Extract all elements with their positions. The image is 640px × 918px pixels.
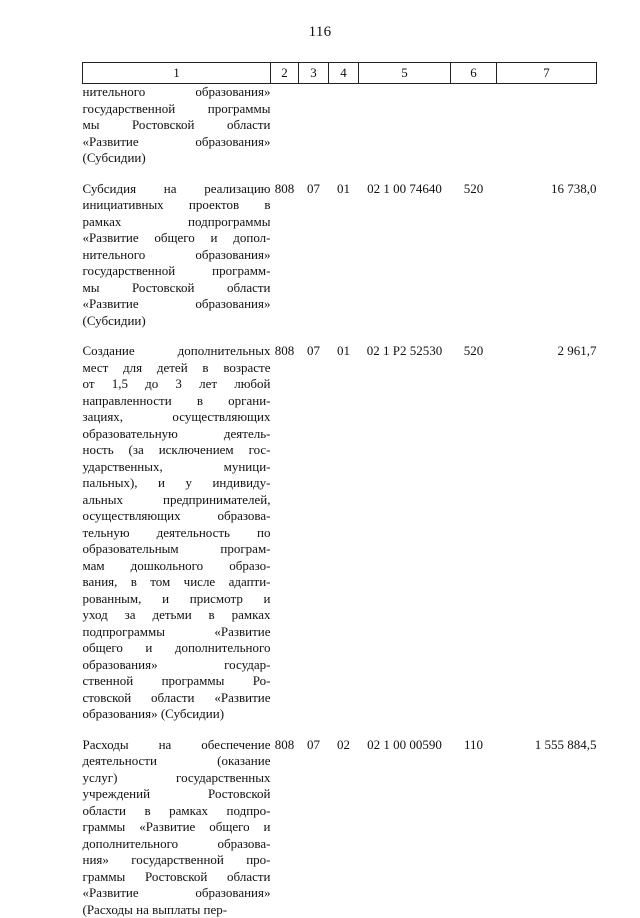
section-code: 07 — [299, 329, 329, 723]
expense-name-line: дополнительного образова- — [83, 836, 271, 853]
target-article-code: 02 1 00 74640 — [359, 167, 451, 330]
expense-name-line: зациях, осуществляющих — [83, 409, 271, 426]
table-row — [83, 329, 597, 723]
expense-name-line: образования» государ- — [83, 657, 271, 674]
expense-name — [83, 723, 271, 918]
expense-name-line: мы Ростовской области — [83, 280, 271, 297]
expense-name-line: рованным, и присмотр и — [83, 591, 271, 608]
target-article-code: 02 1 P2 52530 — [359, 329, 451, 723]
expense-type-code: 110 — [451, 723, 497, 918]
expense-name-line: «Развитие образования» — [83, 134, 271, 151]
target-article-code — [359, 84, 451, 167]
expense-name-line: области в рамках подпро- — [83, 803, 271, 820]
target-article-code: 02 1 00 00590 — [359, 723, 451, 918]
expense-type-code: 520 — [451, 329, 497, 723]
expense-name-line: тельную деятельность по — [83, 525, 271, 542]
expense-name-line: рамках подпрограммы — [83, 214, 271, 231]
header-col-3: 3 — [299, 63, 329, 84]
expense-name — [83, 84, 271, 167]
table-row — [83, 167, 597, 330]
expense-name-line: общего и дополнительного — [83, 640, 271, 657]
subsection-code: 01 — [329, 167, 359, 330]
ministry-code — [271, 84, 299, 167]
expense-name-line: образовательным програм- — [83, 541, 271, 558]
budget-table — [82, 62, 597, 918]
ministry-code: 808 — [271, 167, 299, 330]
expense-name-line: ность (за исключением гос- — [83, 442, 271, 459]
expense-name-line: граммы «Развитие общего и — [83, 819, 271, 836]
expense-name-line: «Развитие образования» — [83, 885, 271, 902]
expense-name-line: Создание дополнительных — [83, 343, 271, 360]
expense-name-line: (Субсидии) — [83, 313, 271, 330]
expense-name-line: государственной программ- — [83, 263, 271, 280]
header-col-5: 5 — [359, 63, 451, 84]
expense-name-line: образовательную деятель- — [83, 426, 271, 443]
expense-name-line: учреждений Ростовской — [83, 786, 271, 803]
expense-name-line: мы Ростовской области — [83, 117, 271, 134]
amount-value: 2 961,7 — [497, 329, 597, 723]
expense-name-line: нительного образования» — [83, 84, 271, 101]
expense-name-line: стовской области «Развитие — [83, 690, 271, 707]
expense-name-line: мам дошкольного образо- — [83, 558, 271, 575]
expense-name — [83, 329, 271, 723]
expense-name-line: услуг) государственных — [83, 770, 271, 787]
amount-value: 1 555 884,5 — [497, 723, 597, 918]
expense-name-line: осуществляющих образова- — [83, 508, 271, 525]
table-header-row — [83, 63, 597, 84]
header-col-7: 7 — [497, 63, 597, 84]
header-col-2: 2 — [271, 63, 299, 84]
expense-name-line: ударственных, муници- — [83, 459, 271, 476]
header-col-1: 1 — [83, 63, 271, 84]
section-code: 07 — [299, 167, 329, 330]
expense-name — [83, 167, 271, 330]
expense-name-line: подпрограммы «Развитие — [83, 624, 271, 641]
expense-name-line: вания, в том числе адапти- — [83, 574, 271, 591]
expense-type-code: 520 — [451, 167, 497, 330]
amount-value — [497, 84, 597, 167]
table-body — [83, 84, 597, 918]
subsection-code: 01 — [329, 329, 359, 723]
expense-name-line: ственной программы Ро- — [83, 673, 271, 690]
ministry-code: 808 — [271, 723, 299, 918]
ministry-code: 808 — [271, 329, 299, 723]
expense-name-line: уход за детьми в рамках — [83, 607, 271, 624]
table-row — [83, 723, 597, 918]
expense-name-line: Расходы на обеспечение — [83, 737, 271, 754]
page-number: 116 — [0, 24, 640, 41]
section-code: 07 — [299, 723, 329, 918]
expense-name-line: ния» государственной про- — [83, 852, 271, 869]
expense-type-code — [451, 84, 497, 167]
expense-name-line: мест для детей в возрасте — [83, 360, 271, 377]
expense-name-line: альных предпринимателей, — [83, 492, 271, 509]
expense-name-line: инициативных проектов в — [83, 197, 271, 214]
expense-name-line: государственной программы — [83, 101, 271, 118]
table-row — [83, 84, 597, 167]
expense-name-line: нительного образования» — [83, 247, 271, 264]
subsection-code: 02 — [329, 723, 359, 918]
expense-name-line: граммы Ростовской области — [83, 869, 271, 886]
expense-name-line: пальных), и у индивиду- — [83, 475, 271, 492]
expense-name-line: направленности в органи- — [83, 393, 271, 410]
subsection-code — [329, 84, 359, 167]
header-col-4: 4 — [329, 63, 359, 84]
expense-name-line: (Субсидии) — [83, 150, 271, 167]
expense-name-line: Субсидия на реализацию — [83, 181, 271, 198]
expense-name-line: от 1,5 до 3 лет любой — [83, 376, 271, 393]
expense-name-line: деятельности (оказание — [83, 753, 271, 770]
header-col-6: 6 — [451, 63, 497, 84]
expense-name-line: (Расходы на выплаты пер- — [83, 902, 271, 918]
expense-name-line: образования» (Субсидии) — [83, 706, 271, 723]
section-code — [299, 84, 329, 167]
expense-name-line: «Развитие образования» — [83, 296, 271, 313]
expense-name-line: «Развитие общего и допол- — [83, 230, 271, 247]
amount-value: 16 738,0 — [497, 167, 597, 330]
